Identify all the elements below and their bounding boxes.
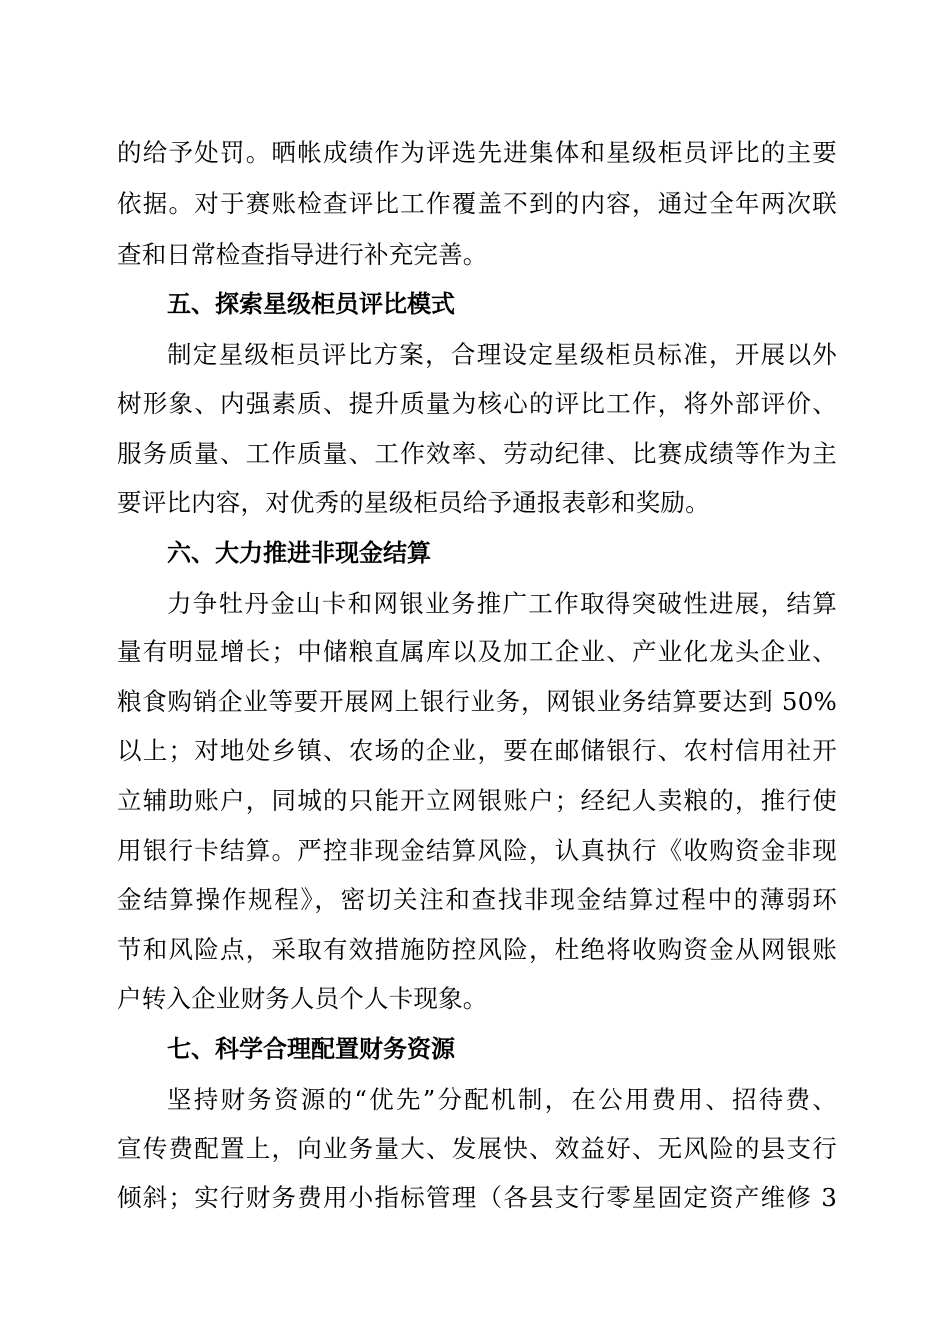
paragraph-line: 宣传费配置上，向业务量大、发展快、效益好、无风险的县支行	[117, 1134, 837, 1163]
paragraph-line: 服务质量、工作质量、工作效率、劳动纪律、比赛成绩等作为主	[117, 439, 837, 468]
paragraph-line: 查和日常检查指导进行补充完善。	[117, 240, 488, 269]
paragraph-line: 倾斜；实行财务费用小指标管理（各县支行零星固定资产维修 3	[117, 1183, 837, 1212]
paragraph-line: 节和风险点，采取有效措施防控风险，杜绝将收购资金从网银账	[117, 935, 837, 964]
paragraph-line: 量有明显增长；中储粮直属库以及加工企业、产业化龙头企业、	[117, 637, 837, 666]
paragraph-line: 金结算操作规程》，密切关注和查找非现金结算过程中的薄弱环	[117, 885, 837, 914]
paragraph-line: 依据。对于赛账检查评比工作覆盖不到的内容，通过全年两次联	[117, 189, 837, 218]
paragraph-line: 用银行卡结算。严控非现金结算风险，认真执行《收购资金非现	[117, 836, 837, 865]
paragraph-line: 树形象、内强素质、提升质量为核心的评比工作，将外部评价、	[117, 389, 837, 418]
section-heading: 六、大力推进非现金结算	[167, 539, 431, 567]
paragraph-line: 粮食购销企业等要开展网上银行业务，网银业务结算要达到 50%	[117, 687, 837, 716]
paragraph-line: 要评比内容，对优秀的星级柜员给予通报表彰和奖励。	[117, 488, 710, 517]
paragraph-line: 的给予处罚。晒帐成绩作为评选先进集体和星级柜员评比的主要	[117, 138, 837, 167]
paragraph-line: 立辅助账户，同城的只能开立网银账户；经纪人卖粮的，推行使	[117, 786, 837, 815]
section-heading: 五、探索星级柜员评比模式	[167, 290, 455, 318]
paragraph-line: 户转入企业财务人员个人卡现象。	[117, 984, 488, 1013]
paragraph-line: 坚持财务资源的“优先”分配机制，在公用费用、招待费、	[167, 1085, 837, 1114]
paragraph-line: 以上；对地处乡镇、农场的企业，要在邮储银行、农村信用社开	[117, 736, 837, 765]
paragraph-line: 力争牡丹金山卡和网银业务推广工作取得突破性进展，结算	[167, 589, 837, 618]
section-heading: 七、科学合理配置财务资源	[167, 1035, 455, 1063]
paragraph-line: 制定星级柜员评比方案，合理设定星级柜员标准，开展以外	[167, 340, 837, 369]
